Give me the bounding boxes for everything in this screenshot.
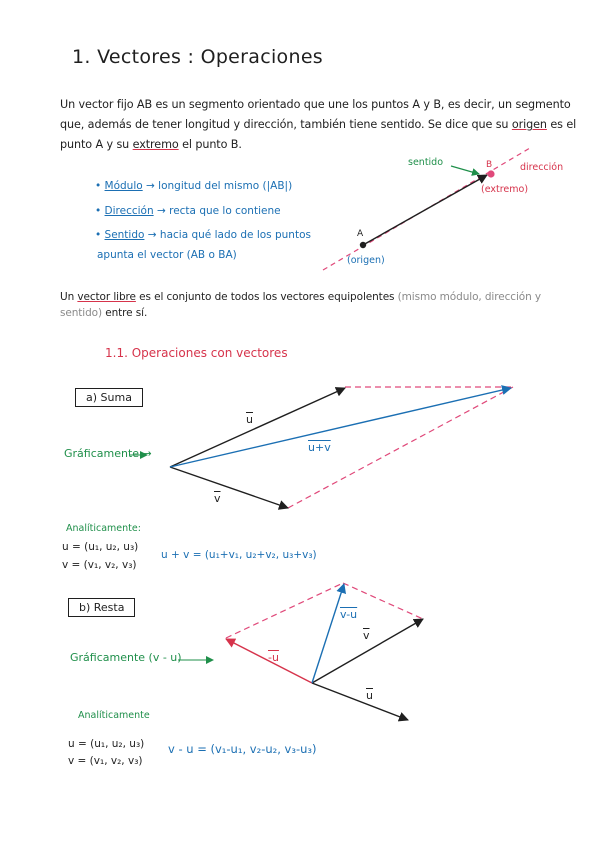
point-a-dot <box>360 242 366 248</box>
resta-v-def: v = (v₁, v₂, v₃) <box>68 755 143 767</box>
point-b-dot <box>487 170 494 177</box>
resta-result: v - u = (v₁-u₁, v₂-u₂, v₃-u₃) <box>168 742 317 756</box>
resta-dashed-2 <box>343 583 423 619</box>
label-direccion: dirección <box>520 162 564 173</box>
libre-line-1: Un vector libre es el conjunto de todos los vectores equipolentes (mismo módulo, dirección y <box>60 291 541 303</box>
resta-label-v: $\overline{v}$ <box>363 629 370 642</box>
extremo-term: extremo <box>132 138 179 151</box>
resta-vector-vu <box>312 584 344 683</box>
resta-analiticamente: Analíticamente <box>78 710 150 721</box>
vector-libre-term: vector libre <box>77 291 136 303</box>
intro-line-3: punto A y su extremo el punto B. <box>60 138 242 151</box>
bullet-sentido: • Sentido → hacia qué lado de los puntos <box>95 229 311 241</box>
resta-box: b) Resta <box>68 598 135 617</box>
suma-v-def: v = (v₁, v₂, v₃) <box>62 559 137 571</box>
suma-vector-uv <box>170 388 511 467</box>
suma-u-def: u = (u₁, u₂, u₃) <box>62 541 139 553</box>
suma-label-uv: u+v <box>308 441 331 454</box>
suma-box: a) Suma <box>75 388 143 407</box>
origen-term: origen <box>511 118 547 131</box>
suma-analiticamente: Analíticamente: <box>66 523 141 534</box>
resta-label-vu: v-u <box>340 608 358 621</box>
page-title: 1. Vectores : Operaciones <box>72 46 324 68</box>
bullet-modulo: • Módulo → longitud del mismo (|AB|) <box>95 180 293 192</box>
intro-line-2: que, además de tener longitud y dirección, también tiene sentido. Se dice que su origen es el <box>60 118 577 131</box>
suma-label-u: $\overline{u}$ <box>246 413 253 426</box>
section-subtitle: 1.1. Operaciones con vectores <box>105 346 288 360</box>
resta-vector-u <box>312 683 408 720</box>
suma-graficamente: Gráficamente → <box>64 447 152 460</box>
resta-dashed-1 <box>226 583 343 638</box>
bullet-direccion: • Dirección → recta que lo contiene <box>95 205 281 217</box>
suma-vector-v <box>170 467 288 508</box>
vector-ab <box>363 175 487 245</box>
libre-line-2: sentido) entre sí. <box>60 307 148 319</box>
suma-result: u + v = (u₁+v₁, u₂+v₂, u₃+v₃) <box>161 549 317 561</box>
resta-label-u: $\overline{u}$ <box>366 689 373 702</box>
label-sentido: sentido <box>408 157 444 168</box>
resta-graficamente: Gráficamente (v - u) <box>70 651 182 664</box>
resta-label-minus-u: -u <box>268 651 279 664</box>
intro-line-1: Un vector fijo AB es un segmento orientado que une los puntos A y B, es decir, un segmento <box>60 98 571 111</box>
label-point-a: A <box>357 229 364 239</box>
suma-vector-u <box>170 388 345 467</box>
resta-vector-minus-u <box>226 639 312 683</box>
label-origen: (origen) <box>347 255 385 266</box>
suma-label-v: $\overline{v}$ <box>214 492 221 505</box>
resta-vector-v <box>312 619 423 683</box>
sentido-arrow <box>451 166 479 174</box>
label-point-b: B <box>486 160 493 170</box>
resta-u-def: u = (u₁, u₂, u₃) <box>68 738 145 750</box>
label-extremo: (extremo) <box>481 184 529 195</box>
bullet-continuation: apunta el vector (AB o BA) <box>97 249 237 261</box>
suma-dashed-diag <box>288 387 513 508</box>
